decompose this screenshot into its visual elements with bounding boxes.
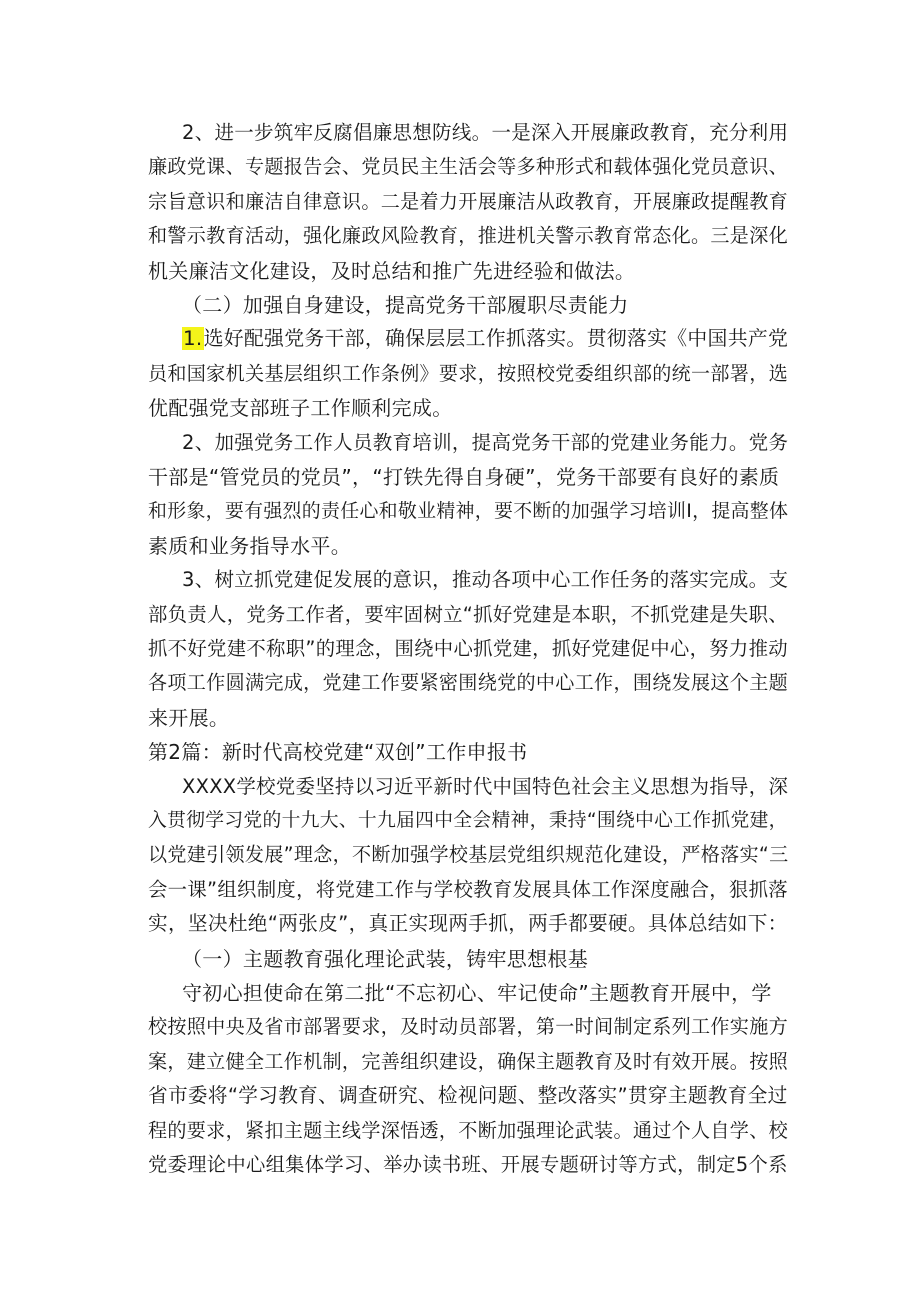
text-line-content: 案，建立健全工作机制，完善组织建设，确保主题教育及时有效开展。按照	[148, 1050, 788, 1073]
text-line-content: 程的要求，紧扣主题主线学深悟透，不断加强理论武装。通过个人自学、校	[148, 1119, 788, 1142]
text-line-content: 2、进一步筑牢反腐倡廉思想防线。一是深入开展廉政教育，充分利用	[182, 121, 789, 144]
text-line	[182, 293, 629, 317]
text-line-content: 入贯彻学习党的十九大、十九届四中全会精神，秉持“围绕中心工作抓党建，	[148, 810, 788, 831]
text-line	[148, 912, 788, 936]
text-line-content: 省市委将“学习教育、调查研究、检视问题、整改落实”贯穿主题教育全过	[148, 1084, 788, 1107]
text-line	[148, 706, 229, 730]
text-line	[182, 431, 788, 455]
text-line-content: 干部是“管党员的党员”，“打铁先得自身硬”，党务干部要有良好的素质	[148, 465, 780, 489]
text-line-content: XXXX学校党委坚持以习近平新时代中国特色社会主义思想为指导，深	[182, 775, 789, 798]
text-line-content: 3、树立抓党建促发展的意识，推动各项中心工作任务的落实完成。支	[182, 568, 789, 591]
text-line-content: 会一课”组织制度，将党建工作与学校教育发展具体工作深度融合，狠抓落	[148, 878, 788, 901]
text-line-content: 机关廉洁文化建设，及时总结和推广先进经验和做法。	[148, 259, 636, 283]
text-line-content: 校按照中央及省市部署要求，及时动员部署，第一时间制定系列工作实施方	[148, 1015, 788, 1038]
text-line-content: 选好配强党务干部，确保层层工作抓落实。贯彻落实《中国共产党	[203, 327, 789, 350]
text-line	[148, 499, 788, 523]
text-line	[148, 843, 788, 867]
text-line-content: 第2篇：新时代高校党建“双创”工作申报书	[148, 740, 528, 764]
text-line	[148, 259, 635, 283]
text-line-content: 和形象，要有强烈的责任心和敬业精神，要不断的加强学习培训I，提高整体	[148, 500, 789, 522]
text-line-content: （一）主题教育强化理论武装，铸牢思想根基	[182, 947, 588, 971]
text-line	[182, 775, 788, 799]
text-line	[182, 121, 788, 145]
text-line	[148, 809, 788, 833]
text-line	[148, 603, 788, 627]
text-line	[148, 740, 527, 764]
text-line-content: 来开展。	[148, 706, 230, 730]
text-line-content: 员和国家机关基层组织工作条例》要求，按照校党委组织部的统一部署，选	[148, 362, 788, 385]
text-line-content: （二）加强自身建设，提高党务干部履职尽责能力	[182, 293, 629, 317]
text-line	[182, 568, 788, 592]
text-line	[148, 671, 788, 695]
text-line	[148, 637, 788, 661]
text-line-content: 优配强党支部班子工作顺利完成。	[148, 396, 453, 420]
text-line-content: 部负责人，党务工作者，要牢固树立“抓好党建是本职，不抓党建是失职、	[148, 603, 788, 626]
text-line-content: 实，坚决杜绝“两张皮”，真正实现两手抓，两手都要硬。具体总结如下：	[148, 912, 788, 935]
text-line	[148, 1119, 788, 1143]
text-line	[182, 981, 772, 1005]
text-line	[148, 224, 788, 248]
text-line	[182, 947, 588, 971]
text-line	[148, 465, 779, 489]
text-line-content: 守初心担使命在第二批“不忘初心、牢记使命”主题教育开展中，学	[182, 981, 772, 1005]
text-line-content: 廉政党课、专题报告会、党员民主生活会等多种形式和载体强化党员意识、	[148, 155, 788, 178]
text-line	[182, 327, 788, 351]
text-line	[148, 878, 788, 902]
text-line-content: 宗旨意识和廉洁自律意识。二是着力开展廉洁从政教育，开展廉政提醒教育	[148, 190, 788, 213]
text-line-content: 党委理论中心组集体学习、举办读书班、开展专题研讨等方式，制定5个系	[148, 1153, 788, 1176]
text-line	[148, 155, 788, 179]
text-line-content: 和警示教育活动，强化廉政风险教育，推进机关警示教育常态化。三是深化	[148, 224, 788, 247]
text-line	[148, 190, 788, 214]
text-line-content: 素质和业务指导水平。	[148, 534, 351, 558]
text-line	[148, 1015, 788, 1039]
text-line	[148, 362, 788, 386]
highlighted-number: 1.	[183, 327, 203, 350]
text-line-content: 2、加强党务工作人员教育培训，提高党务干部的党建业务能力。党务	[182, 431, 789, 454]
text-line	[148, 534, 351, 558]
text-line-content: 抓不好党建不称职”的理念，围绕中心抓党建，抓好党建促中心，努力推动	[148, 637, 788, 660]
text-line	[148, 396, 453, 420]
text-line-content: 各项工作圆满完成，党建工作要紧密围绕党的中心工作，围绕发展这个主题	[148, 671, 788, 694]
text-line	[148, 1084, 788, 1108]
text-line	[148, 1153, 788, 1177]
text-line	[148, 1050, 788, 1074]
text-line-content: 以党建引领发展”理念，不断加强学校基层党组织规范化建设，严格落实“三	[148, 844, 789, 866]
